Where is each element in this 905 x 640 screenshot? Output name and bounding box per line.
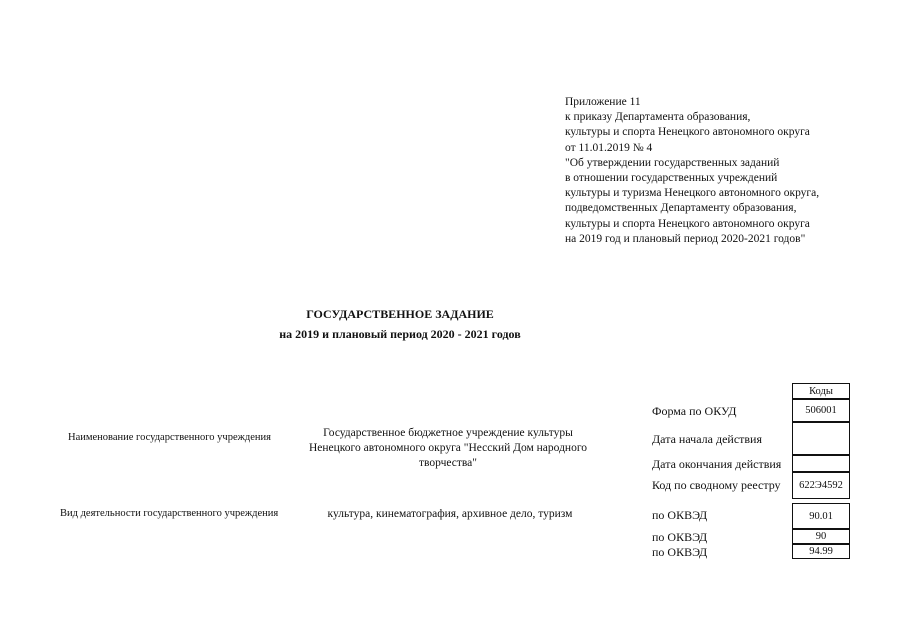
code-label-okud: Форма по ОКУД bbox=[652, 404, 737, 418]
document-title: ГОСУДАРСТВЕННОЕ ЗАДАНИЕ bbox=[306, 307, 494, 321]
appendix-line: к приказу Департамента образования, bbox=[565, 111, 751, 124]
appendix-line: подведомственных Департаменту образования, bbox=[565, 202, 797, 215]
code-value-end-date bbox=[792, 455, 850, 472]
institution-name-label: Наименование государственного учреждения bbox=[68, 432, 271, 443]
codes-header: Коды bbox=[792, 383, 850, 399]
code-value-registry: 622Э4592 bbox=[792, 472, 850, 499]
appendix-line: Приложение 11 bbox=[565, 96, 641, 108]
appendix-block bbox=[565, 95, 819, 247]
activity-type-value: культура, кинематография, архивное дело, туризм bbox=[327, 508, 573, 520]
code-value-okud: 506001 bbox=[792, 399, 850, 422]
appendix-line: на 2019 год и плановый период 2020-2021 годов" bbox=[565, 232, 806, 245]
code-value-okved: 90.01 bbox=[792, 503, 850, 529]
appendix-line: культуры и туризма Ненецкого автономного округа, bbox=[565, 187, 820, 200]
document-subtitle: на 2019 и плановый период 2020 - 2021 годов bbox=[279, 327, 521, 341]
code-label-end-date: Дата окончания действия bbox=[652, 457, 782, 471]
appendix-line: культуры и спорта Ненецкого автономного округа bbox=[565, 126, 810, 139]
appendix-line: в отношении государственных учреждений bbox=[565, 172, 778, 185]
appendix-line: культуры и спорта Ненецкого автономного округа bbox=[565, 217, 810, 230]
code-label-okved: по ОКВЭД bbox=[652, 545, 708, 559]
code-value-okved: 94.99 bbox=[792, 544, 850, 559]
code-label-start-date: Дата начала действия bbox=[652, 432, 762, 446]
activity-type-label: Вид деятельности государственного учреждения bbox=[60, 508, 279, 519]
code-label-okved: по ОКВЭД bbox=[652, 508, 708, 522]
institution-name-value: Государственное бюджетное учреждение культуры Ненецкого автономного округа "Несский Дом народного творчества" bbox=[308, 427, 588, 469]
appendix-line: от 11.01.2019 № 4 bbox=[565, 141, 653, 154]
code-value-okved: 90 bbox=[792, 529, 850, 544]
appendix-line: "Об утверждении государственных заданий bbox=[565, 156, 780, 169]
code-label-registry: Код по сводному реестру bbox=[652, 478, 781, 492]
code-label-okved: по ОКВЭД bbox=[652, 530, 708, 544]
code-value-start-date bbox=[792, 422, 850, 455]
